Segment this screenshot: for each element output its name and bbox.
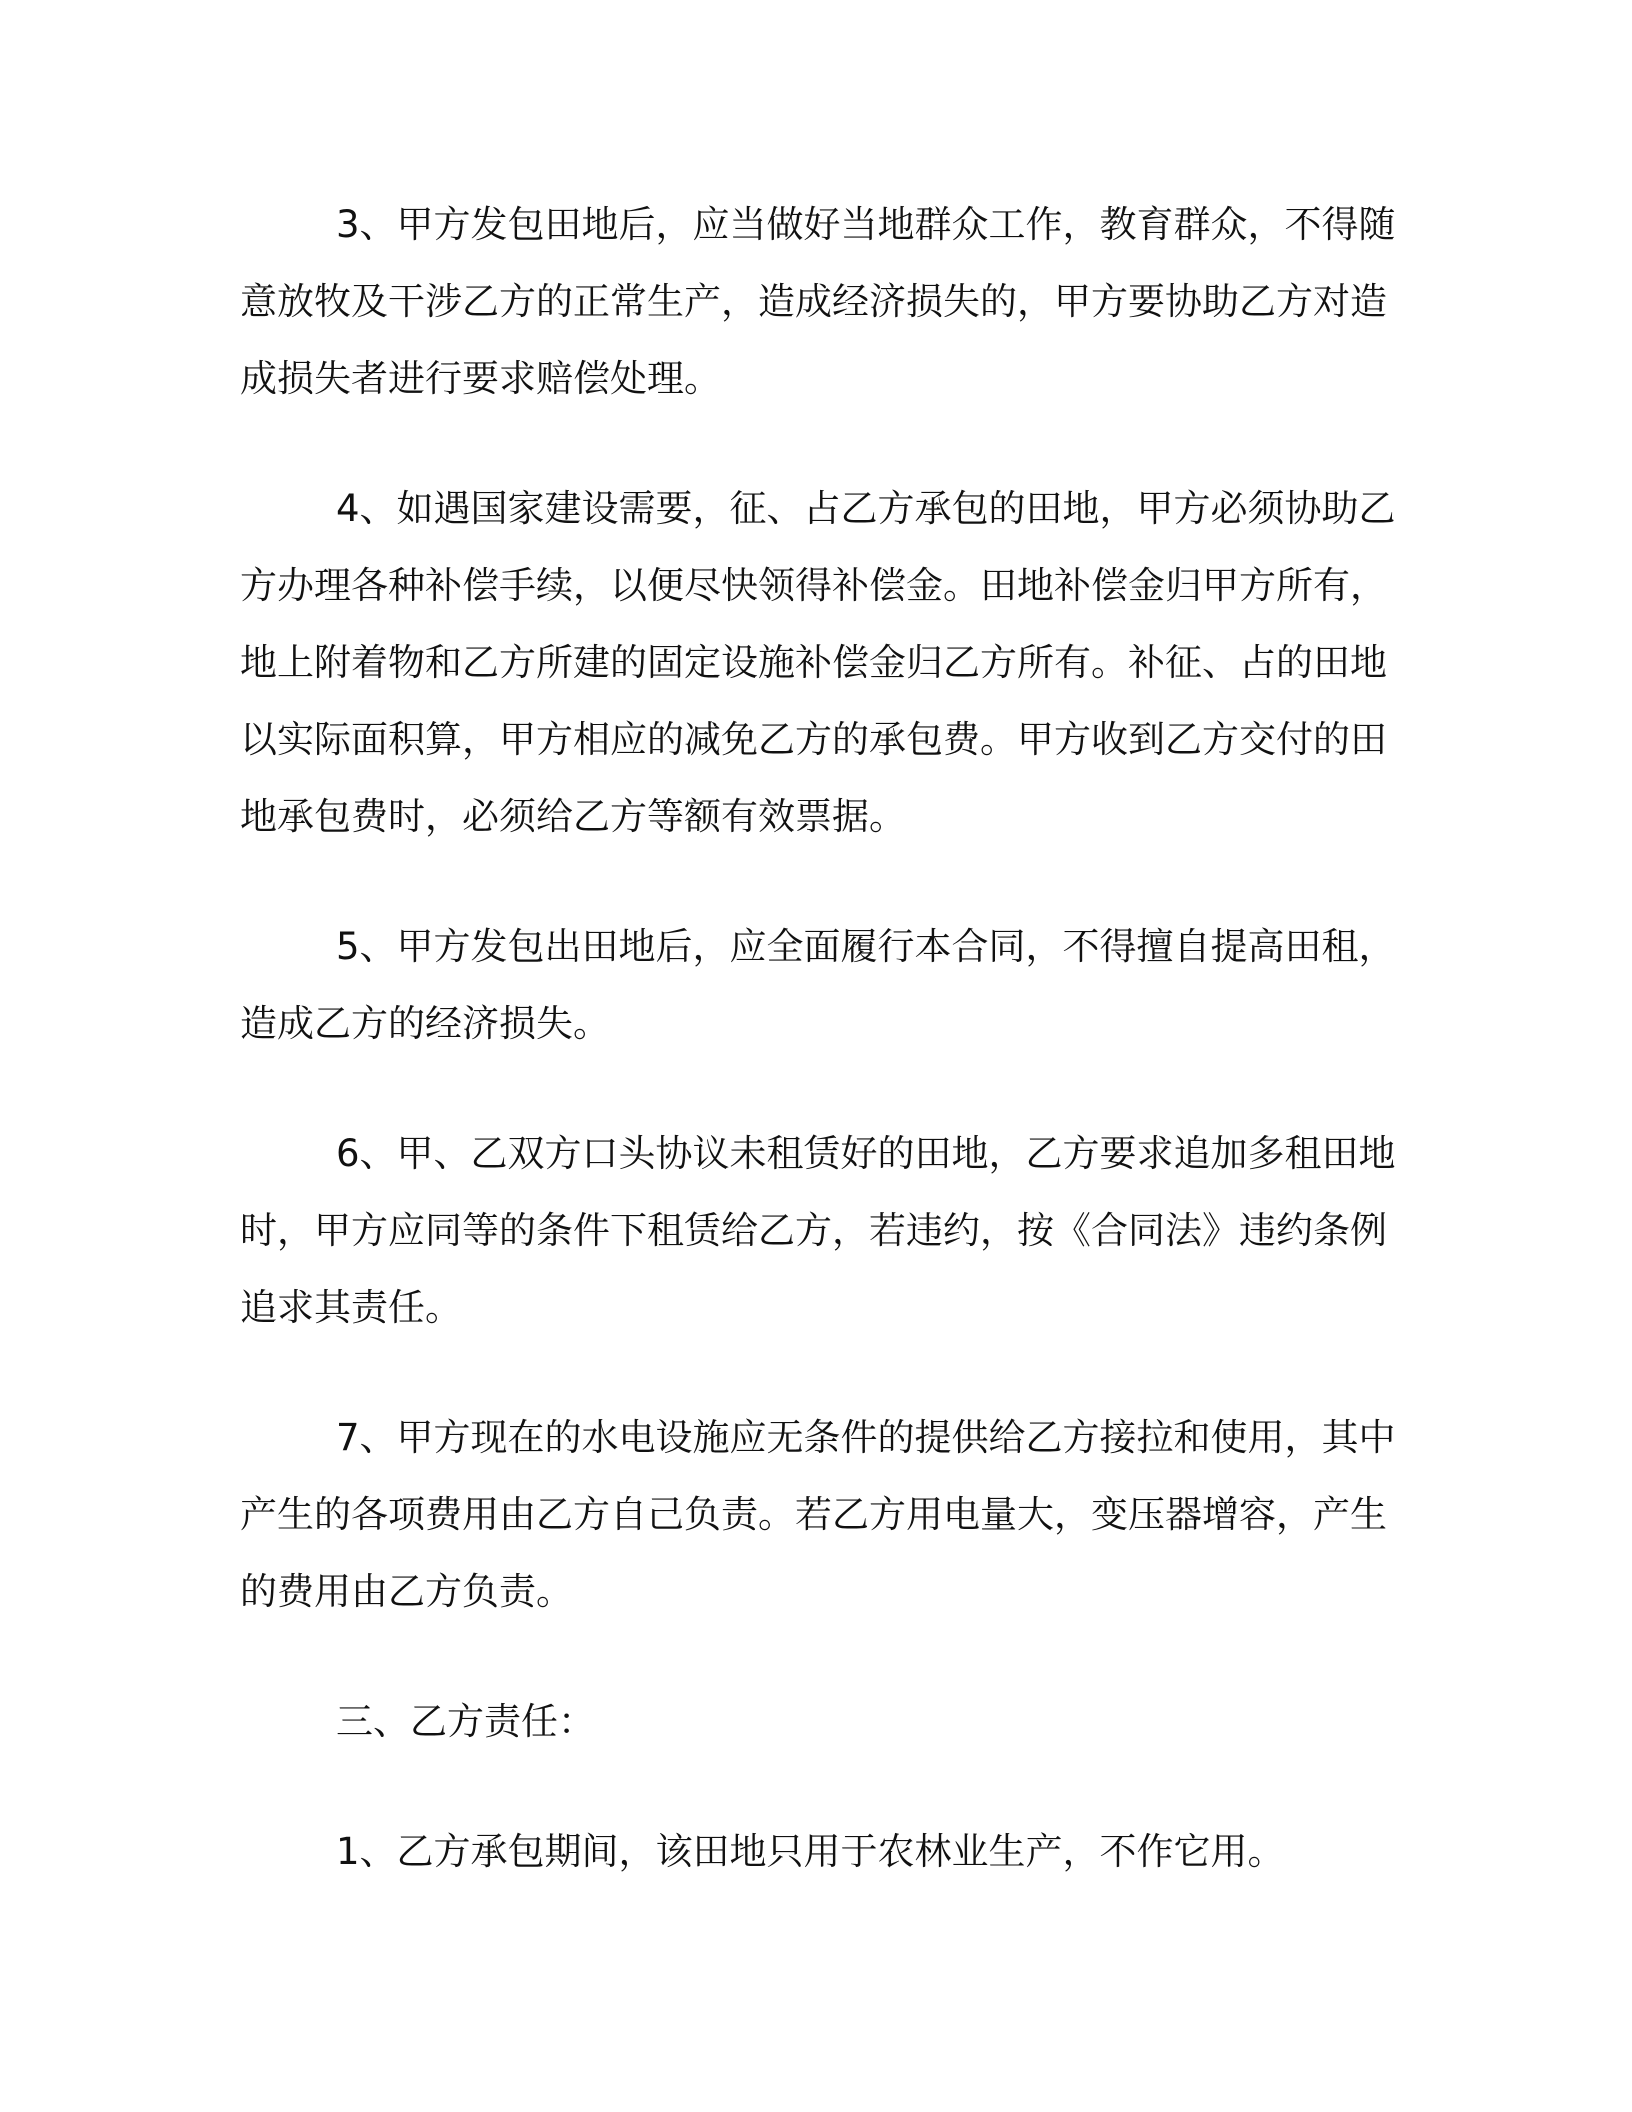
clause-6-paragraph: 6、甲、乙双方口头协议未租赁好的田地，乙方要求追加多租田地时，甲方应同等的条件下租赁给乙方，若违约，按《合同法》违约条例追求其责任。 — [240, 1132, 1396, 1329]
party-b-clause-1-paragraph: 1、乙方承包期间，该田地只用于农林业生产，不作它用。 — [336, 1830, 1285, 1873]
document-body — [240, 186, 1400, 1943]
section-heading-party-b-duties: 三、乙方责任： — [336, 1700, 595, 1743]
clause-7-paragraph: 7、甲方现在的水电设施应无条件的提供给乙方接拉和使用，其中产生的各项费用由乙方自己负责。若乙方用电量大，变压器增容，产生的费用由乙方负责。 — [240, 1416, 1396, 1613]
clause-5-paragraph: 5、甲方发包出田地后，应全面履行本合同，不得擅自提高田租，造成乙方的经济损失。 — [240, 925, 1396, 1045]
clause-4-paragraph: 4、如遇国家建设需要，征、占乙方承包的田地，甲方必须协助乙方办理各种补偿手续，以便尽快领得补偿金。田地补偿金归甲方所有，地上附着物和乙方所建的固定设施补偿金归乙方所有。补征、占的田地以实际面积算，甲方相应的减免乙方的承包费。甲方收到乙方交付的田地承包费时，必须给乙方等额有效票据。 — [240, 487, 1396, 838]
clause-3-paragraph: 3、甲方发包田地后，应当做好当地群众工作，教育群众，不得随意放牧及干涉乙方的正常生产，造成经济损失的，甲方要协助乙方对造成损失者进行要求赔偿处理。 — [240, 203, 1396, 400]
